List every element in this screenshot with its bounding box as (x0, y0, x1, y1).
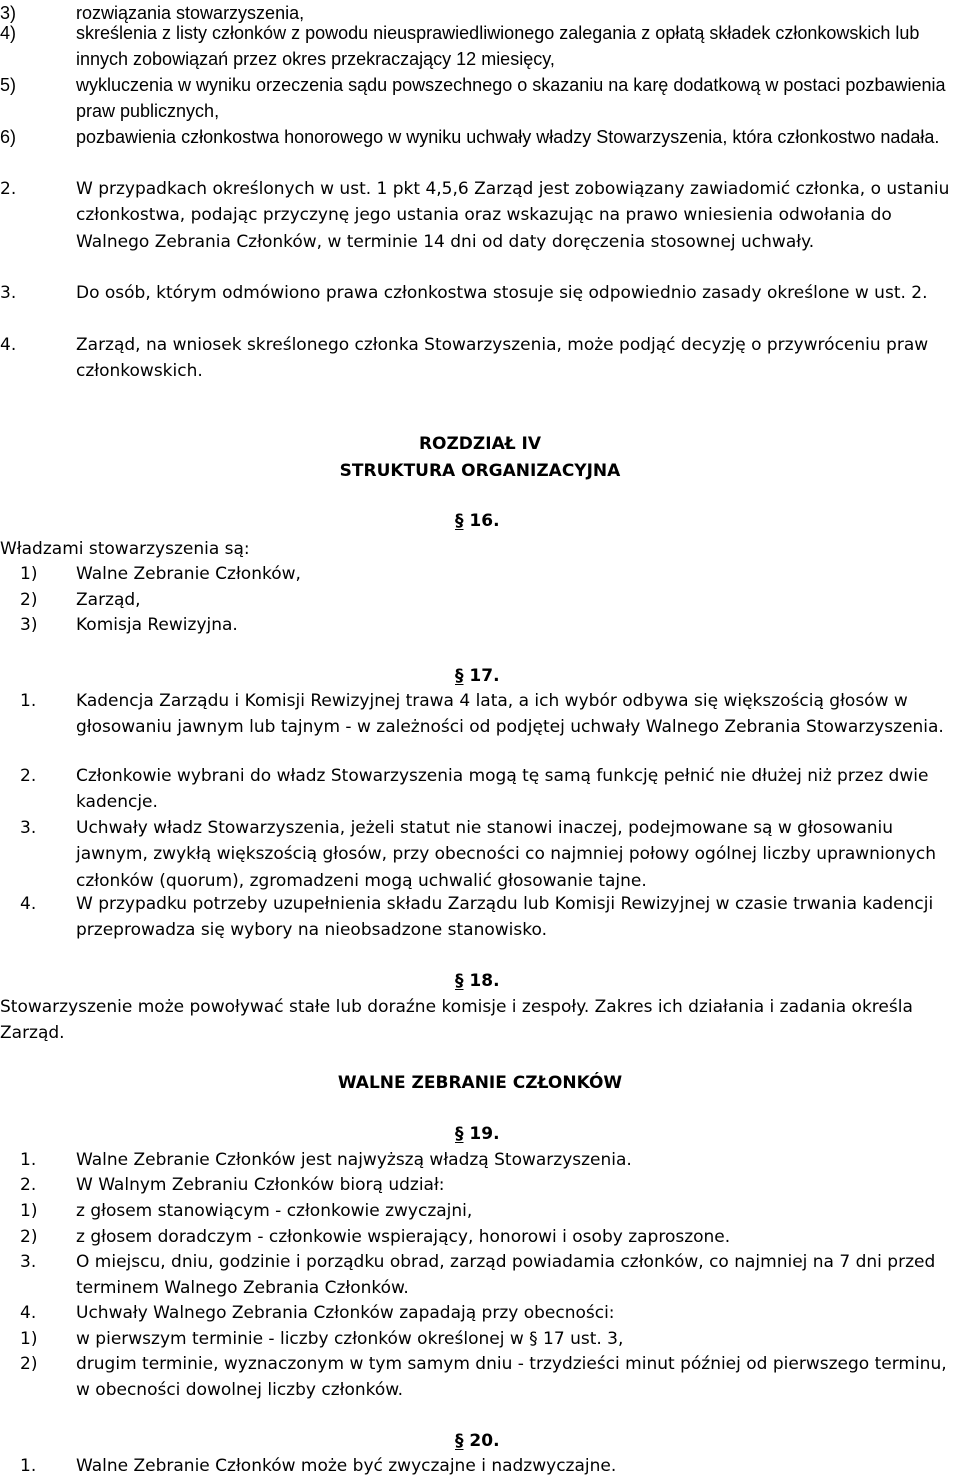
item-number: 3) (0, 3, 17, 23)
section-number: 16. (469, 511, 500, 531)
item-text: skreślenia z listy członków z powodu nieusprawiedliwionego zalegania z opłatą składek członkowskich lub innych zobowiązań przez okres przekraczający 12 miesięcy, (76, 23, 920, 70)
item-number: 3. (20, 1252, 37, 1272)
item-text: z głosem doradczym - członkowie wspierający, honorowi i osoby zaproszone. (76, 1227, 731, 1247)
item-number: 1. (20, 1456, 37, 1476)
item-number: 1) (20, 1201, 38, 1221)
chapter-subtitle: STRUKTURA ORGANIZACYJNA (339, 461, 621, 481)
section-mark: § (455, 1431, 464, 1451)
section-number: 20. (469, 1431, 500, 1451)
item-text: Komisja Rewizyjna. (76, 615, 238, 635)
list-item (0, 1300, 952, 1326)
list-item (0, 815, 952, 894)
list-item (0, 1172, 952, 1198)
item-number: 5) (0, 75, 17, 95)
item-number: 3) (20, 615, 38, 635)
list-item (0, 763, 952, 816)
list-item (0, 20, 952, 73)
item-text: Do osób, którym odmówiono prawa członkostwa stosuje się odpowiednio zasady określone w ust. 2. (76, 283, 928, 303)
list-item (0, 124, 952, 150)
item-number: 4. (0, 335, 17, 355)
item-number: 1) (20, 1329, 38, 1349)
list-item (0, 332, 952, 385)
item-number: 1) (20, 564, 38, 584)
section-intro: Władzami stowarzyszenia są: (0, 539, 250, 559)
list-item (0, 688, 952, 741)
item-text: rozwiązania stowarzyszenia, (76, 3, 305, 23)
item-text: W Walnym Zebraniu Członków biorą udział: (76, 1175, 445, 1195)
list-item (0, 1147, 952, 1173)
item-text: W przypadkach określonych w ust. 1 pkt 4,5,6 Zarząd jest zobowiązany zawiadomić członka, o ustaniu członkostwa, podając przyczynę jego ustania oraz wskazując na prawo wniesienia odwołania do Walnego Zebrania Członków, w terminie 14 dni od daty doręczenia stosownej uchwały. (76, 179, 950, 252)
list-item (0, 1198, 952, 1224)
item-text: Członkowie wybrani do władz Stowarzyszenia mogą tę samą funkcję pełnić nie dłużej niż przez dwie kadencje. (76, 766, 929, 813)
item-text: pozbawienia członkostwa honorowego w wyniku uchwały władzy Stowarzyszenia, która członkostwo nadała. (76, 127, 940, 147)
item-text: Walne Zebranie Członków może być zwyczajne i nadzwyczajne. (76, 1456, 617, 1476)
section-mark: § (455, 1124, 464, 1144)
item-text: Walne Zebranie Członków jest najwyższą władzą Stowarzyszenia. (76, 1150, 632, 1170)
item-text: w pierwszym terminie - liczby członków określonej w § 17 ust. 3, (76, 1329, 624, 1349)
list-item (0, 891, 952, 944)
item-number: 3. (20, 818, 37, 838)
list-item (0, 72, 952, 125)
item-number: 4) (0, 23, 17, 43)
item-number: 1. (20, 691, 37, 711)
chapter-title: ROZDZIAŁ IV (418, 434, 542, 454)
section-mark: § (455, 971, 464, 991)
item-number: 2) (20, 1354, 38, 1374)
item-number: 4. (20, 894, 37, 914)
item-number: 2. (20, 1175, 37, 1195)
item-number: 2) (20, 1227, 38, 1247)
item-text: Uchwały Walnego Zebrania Członków zapadają przy obecności: (76, 1303, 615, 1323)
item-text: Zarząd, na wniosek skreślonego członka Stowarzyszenia, może podjąć decyzję o przywróceniu praw członkowskich. (76, 335, 929, 382)
item-text: Kadencja Zarządu i Komisji Rewizyjnej trawa 4 lata, a ich wybór odbywa się większością głosów w głosowaniu jawnym lub tajnym - w zależności od podjętej uchwały Walnego Zebrania Stowarzyszenia. (76, 691, 944, 738)
item-number: 2. (0, 179, 17, 199)
item-number: 6) (0, 127, 17, 147)
section-mark: § (455, 666, 464, 686)
list-item (0, 612, 952, 638)
item-number: 3. (0, 283, 17, 303)
section-number: 18. (469, 971, 500, 991)
item-text: drugim terminie, wyznaczonym w tym samym dniu - trzydzieści minut później od pierwszego terminu, w obecności dowolnej liczby członków. (76, 1354, 947, 1401)
walne-heading: WALNE ZEBRANIE CZŁONKÓW (337, 1073, 623, 1093)
section-18-text: Stowarzyszenie może powoływać stałe lub doraźne komisje i zespoły. Zakres ich działania i zadania określa Zarząd. (0, 997, 913, 1044)
item-text: Zarząd, (76, 590, 141, 610)
item-number: 2) (20, 590, 38, 610)
list-item (0, 1326, 952, 1352)
item-text: O miejscu, dniu, godzinie i porządku obrad, zarząd powiadamia członków, co najmniej na 7 dni przed terminem Walnego Zebrania Członków. (76, 1252, 936, 1299)
section-16-heading (455, 508, 500, 534)
list-item (0, 176, 952, 255)
list-item (0, 280, 952, 306)
item-number: 2. (20, 766, 37, 786)
section-number: 19. (469, 1124, 500, 1144)
item-text: Uchwały władz Stowarzyszenia, jeżeli statut nie stanowi inaczej, podejmowane są w głosowaniu jawnym, zwykłą większością głosów, przy obecności co najmniej połowy ogólnej liczby uprawnionych członków (quorum), zgromadzeni mogą uchwalić głosowanie tajne. (76, 818, 937, 891)
item-number: 1. (20, 1150, 37, 1170)
list-item (0, 561, 952, 587)
item-text: Walne Zebranie Członków, (76, 564, 301, 584)
list-item (0, 1224, 952, 1250)
section-number: 17. (469, 666, 500, 686)
item-text: wykluczenia w wyniku orzeczenia sądu powszechnego o skazaniu na karę dodatkową w postaci pozbawienia praw publicznych, (76, 75, 946, 122)
list-item (0, 1249, 952, 1302)
list-item (0, 1453, 952, 1479)
item-number: 4. (20, 1303, 37, 1323)
item-text: W przypadku potrzeby uzupełnienia składu Zarządu lub Komisji Rewizyjnej w czasie trwania kadencji przeprowadza się wybory na nieobsadzone stanowisko. (76, 894, 934, 941)
item-text: z głosem stanowiącym - członkowie zwyczajni, (76, 1201, 473, 1221)
section-17-heading (455, 663, 500, 689)
section-mark: § (455, 511, 464, 531)
section-20-heading (455, 1428, 500, 1454)
section-19-heading (455, 1121, 500, 1147)
section-18-heading (455, 968, 500, 994)
list-item (0, 1351, 952, 1404)
list-item (0, 587, 952, 613)
